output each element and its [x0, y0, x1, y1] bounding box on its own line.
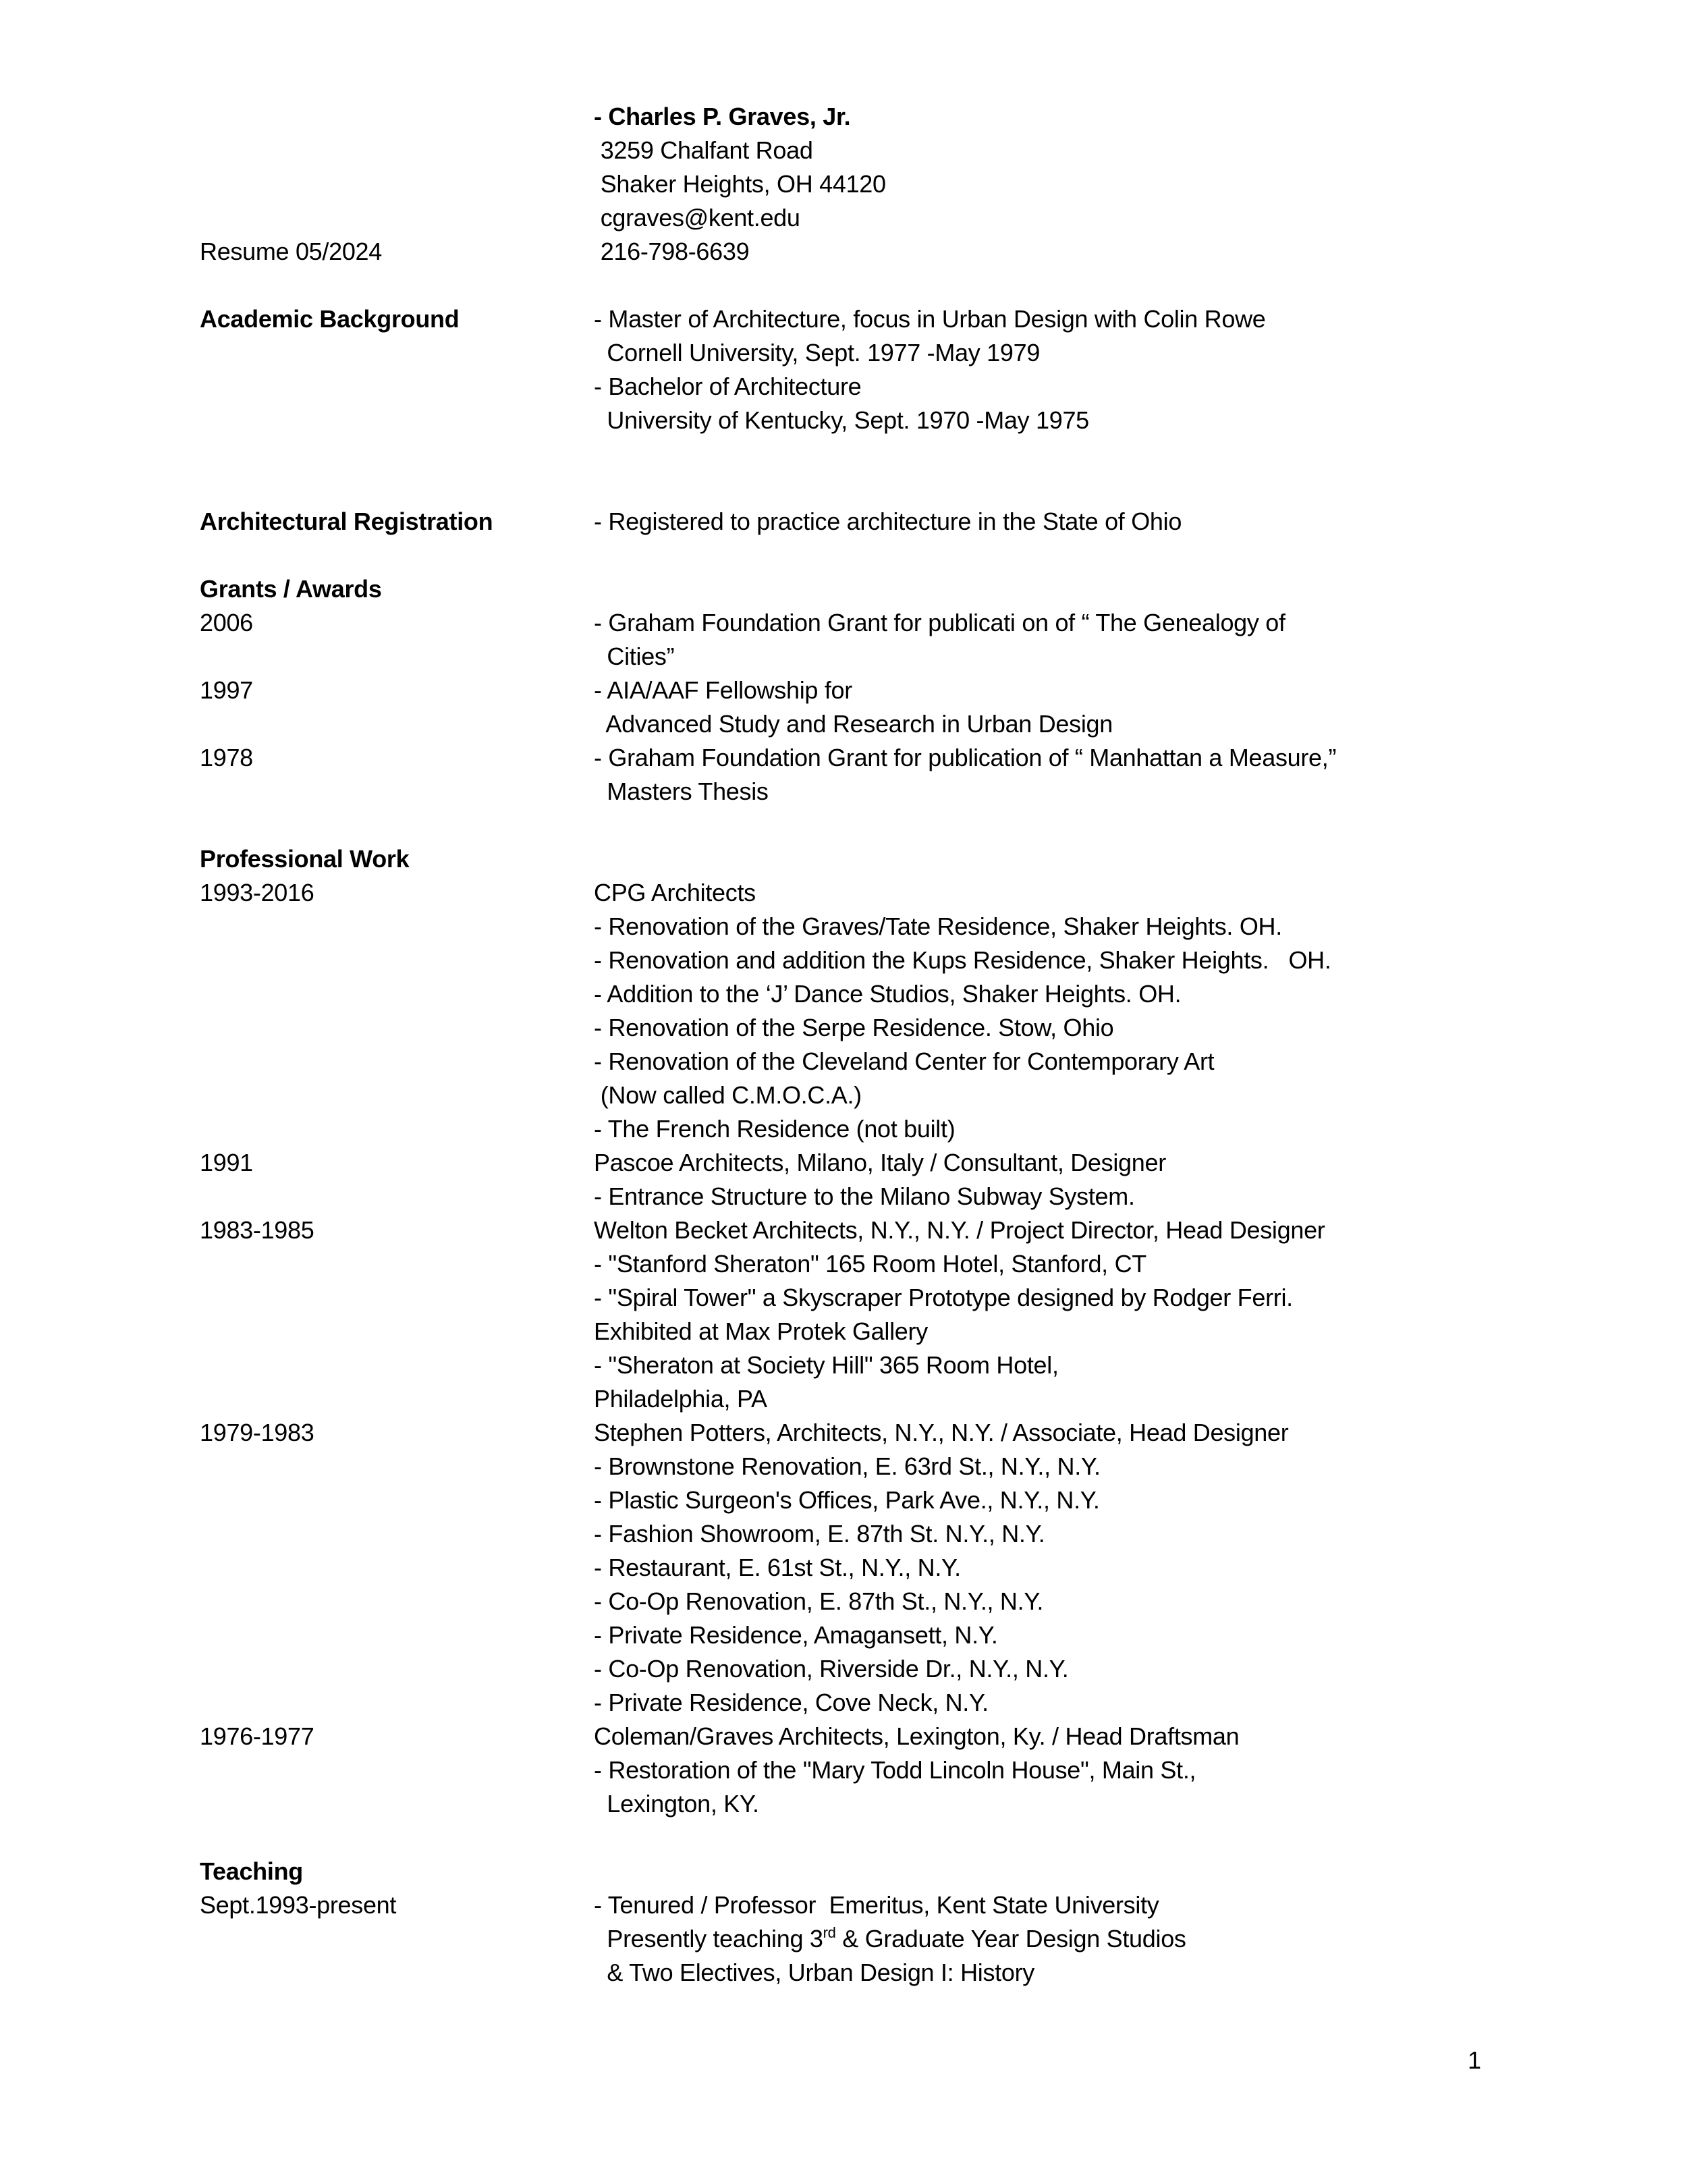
grants-heading: Grants / Awards — [200, 575, 382, 603]
teaching-heading: Teaching — [200, 1857, 303, 1885]
academic-line: Cornell University, Sept. 1977 -May 1979 — [594, 339, 1041, 366]
work-line: - Private Residence, Amagansett, N.Y. — [594, 1621, 998, 1649]
registration-line: - Registered to practice architecture in the State of Ohio — [594, 508, 1182, 535]
professional-heading: Professional Work — [200, 845, 410, 873]
teaching-line: & Two Electives, Urban Design I: History — [594, 1959, 1034, 1986]
work-line: - "Sheraton at Society Hill" 365 Room Hotel, — [594, 1351, 1059, 1379]
work-line: - Restoration of the "Mary Todd Lincoln House", Main St., — [594, 1756, 1196, 1784]
address-line-1: 3259 Chalfant Road — [594, 136, 813, 164]
work-line: - Addition to the ‘J’ Dance Studios, Shaker Heights. OH. — [594, 980, 1182, 1008]
address-line-2: Shaker Heights, OH 44120 — [594, 170, 886, 198]
work-line: - The French Residence (not built) — [594, 1115, 956, 1143]
grant-line: - AIA/AAF Fellowship for — [594, 676, 852, 704]
work-line: - Private Residence, Cove Neck, N.Y. — [594, 1689, 989, 1716]
work-line: Pascoe Architects, Milano, Italy / Consultant, Designer — [594, 1149, 1166, 1176]
work-line: Coleman/Graves Architects, Lexington, Ky. / Head Draftsman — [594, 1722, 1240, 1750]
work-line: (Now called C.M.O.C.A.) — [594, 1081, 862, 1109]
ordinal-suffix: rd — [823, 1924, 836, 1941]
work-line: CPG Architects — [594, 879, 756, 906]
candidate-name: - Charles P. Graves, Jr. — [594, 103, 851, 130]
work-line: - Co-Op Renovation, E. 87th St., N.Y., N.Y. — [594, 1587, 1044, 1615]
academic-heading: Academic Background — [200, 305, 460, 333]
work-line: - Brownstone Renovation, E. 63rd St., N.Y., N.Y. — [594, 1452, 1101, 1480]
grant-line: Advanced Study and Research in Urban Design — [594, 710, 1113, 738]
work-year: 1976-1977 — [200, 1722, 314, 1750]
grant-year: 1978 — [200, 744, 253, 771]
resume-date: Resume 05/2024 — [200, 238, 382, 265]
work-line: Lexington, KY. — [594, 1790, 759, 1818]
teaching-line-text: Presently teaching 3 — [594, 1925, 823, 1953]
phone: 216-798-6639 — [594, 238, 750, 265]
academic-line: - Master of Architecture, focus in Urban Design with Colin Rowe — [594, 305, 1266, 333]
work-line: - Renovation of the Serpe Residence. Stow, Ohio — [594, 1014, 1114, 1041]
work-line: - Co-Op Renovation, Riverside Dr., N.Y., N.Y. — [594, 1655, 1069, 1683]
work-year: 1993-2016 — [200, 879, 314, 906]
registration-heading: Architectural Registration — [200, 508, 493, 535]
work-line: - Plastic Surgeon's Offices, Park Ave., N.Y., N.Y. — [594, 1486, 1100, 1514]
work-line: Exhibited at Max Protek Gallery — [594, 1317, 928, 1345]
work-line: Welton Becket Architects, N.Y., N.Y. / Project Director, Head Designer — [594, 1216, 1325, 1244]
grant-line: - Graham Foundation Grant for publication of “ Manhattan a Measure,” — [594, 744, 1337, 771]
work-year: 1991 — [200, 1149, 253, 1176]
grant-year: 1997 — [200, 676, 253, 704]
work-line: Stephen Potters, Architects, N.Y., N.Y. / Associate, Head Designer — [594, 1419, 1289, 1446]
work-line: Philadelphia, PA — [594, 1385, 767, 1413]
email: cgraves@kent.edu — [594, 204, 800, 231]
academic-line: University of Kentucky, Sept. 1970 -May 1975 — [594, 406, 1089, 434]
grant-line: Masters Thesis — [594, 777, 769, 805]
work-line: - Renovation of the Graves/Tate Residence, Shaker Heights. OH. — [594, 912, 1282, 940]
academic-line: - Bachelor of Architecture — [594, 373, 862, 400]
teaching-line: - Tenured / Professor Emeritus, Kent State University — [594, 1891, 1159, 1919]
work-line: - Renovation and addition the Kups Residence, Shaker Heights. OH. — [594, 946, 1331, 974]
grant-line: Cities” — [594, 643, 675, 670]
work-year: 1979-1983 — [200, 1419, 314, 1446]
teaching-line — [594, 1922, 1186, 1956]
grant-line: - Graham Foundation Grant for publicati on of “ The Genealogy of — [594, 609, 1285, 636]
teaching-year: Sept.1993-present — [200, 1891, 397, 1919]
work-line: - Restaurant, E. 61st St., N.Y., N.Y. — [594, 1554, 961, 1581]
work-line: - Renovation of the Cleveland Center for Contemporary Art — [594, 1047, 1215, 1075]
page-number: 1 — [1468, 2046, 1482, 2074]
work-line: - "Stanford Sheraton" 165 Room Hotel, Stanford, CT — [594, 1250, 1146, 1278]
work-line: - "Spiral Tower" a Skyscraper Prototype designed by Rodger Ferri. — [594, 1284, 1293, 1311]
teaching-line-text: & Graduate Year Design Studios — [835, 1925, 1186, 1953]
work-line: - Fashion Showroom, E. 87th St. N.Y., N.Y. — [594, 1520, 1045, 1548]
grant-year: 2006 — [200, 609, 253, 636]
work-line: - Entrance Structure to the Milano Subway System. — [594, 1182, 1135, 1210]
work-year: 1983-1985 — [200, 1216, 314, 1244]
